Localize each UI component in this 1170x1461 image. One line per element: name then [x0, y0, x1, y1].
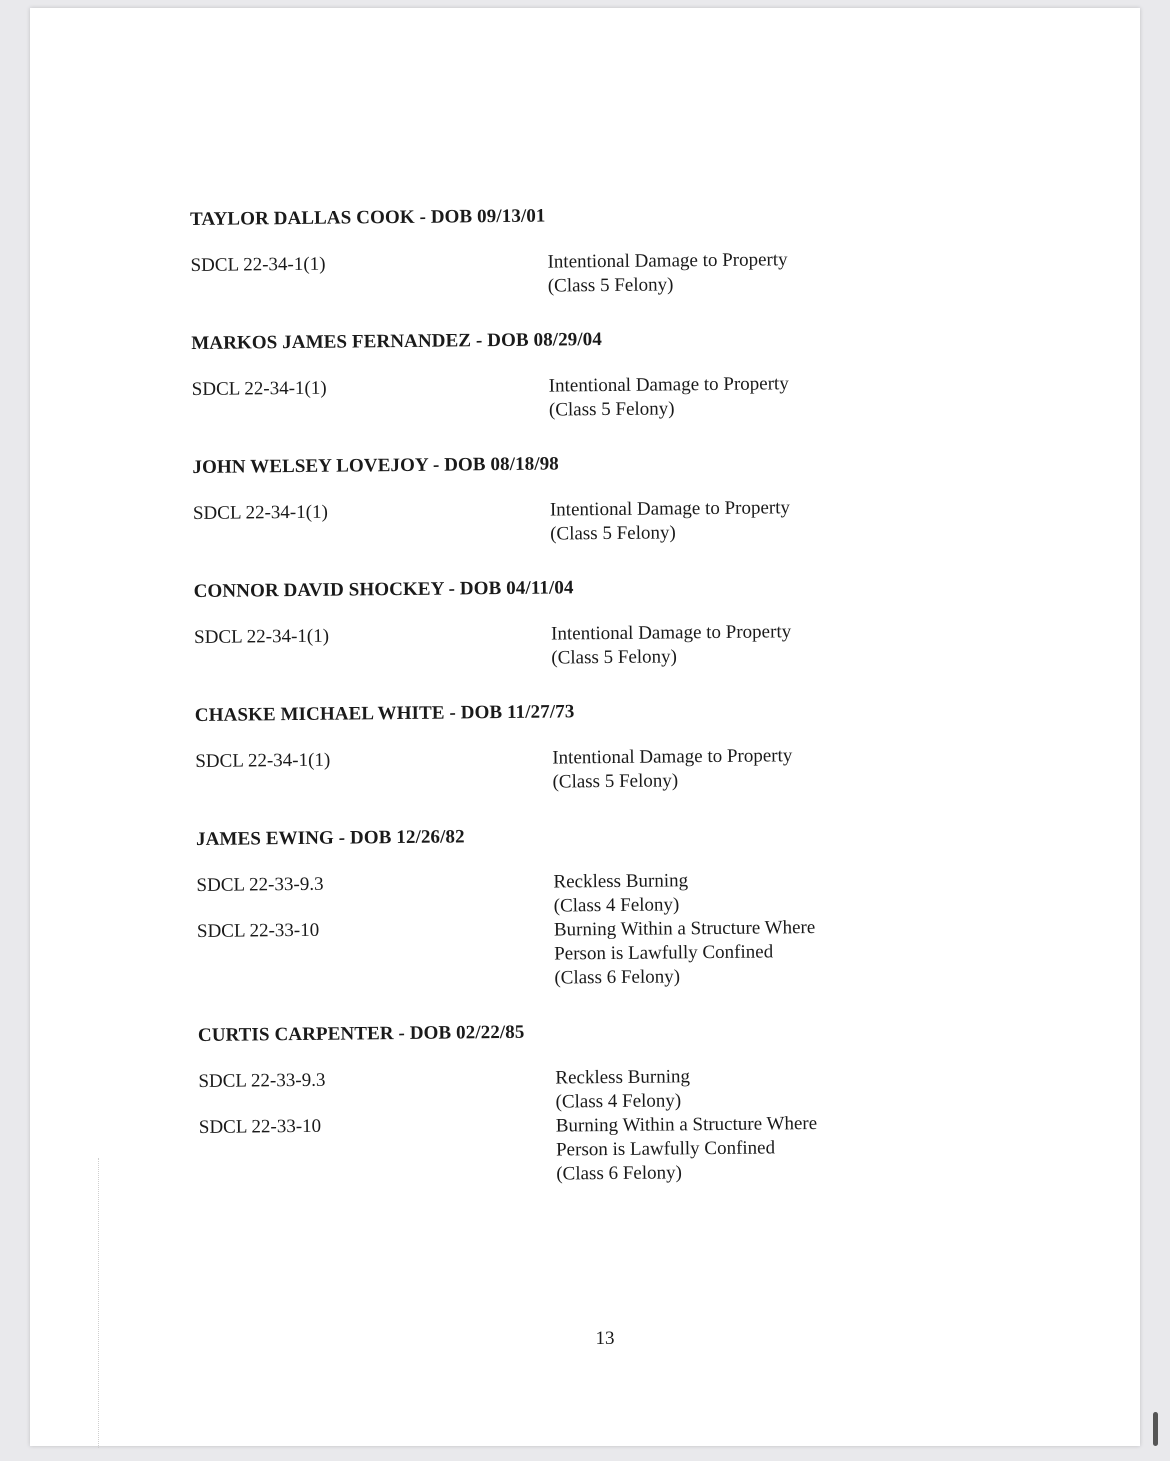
- offense: [555, 1064, 817, 1187]
- charge-row: [194, 618, 994, 674]
- offense-class: (Class 6 Felony): [556, 1162, 682, 1185]
- defendant-name: CONNOR DAVID SHOCKEY - DOB 04/11/04: [193, 577, 574, 602]
- offense-line: Intentional Damage to Property: [552, 745, 793, 769]
- statute: SDCL 22-34-1(1): [195, 749, 331, 772]
- charge-row: [192, 370, 992, 426]
- statute: SDCL 22-33-10: [198, 1115, 322, 1138]
- statute: SDCL 22-34-1(1): [191, 377, 327, 400]
- scrollbar-thumb[interactable]: [1153, 1412, 1158, 1446]
- offense-line: Person is Lawfully Confined: [554, 941, 774, 965]
- offense-line: Intentional Damage to Property: [549, 497, 791, 521]
- defendant-entry: [195, 696, 996, 798]
- defendant-list: [190, 200, 1000, 1220]
- offense-line: Burning Within a Structure Where: [553, 917, 816, 941]
- offense-class: (Class 4 Felony): [553, 894, 680, 917]
- document-page: [30, 8, 1140, 1446]
- defendant-entry: [191, 324, 992, 426]
- charge-row: [198, 1062, 999, 1190]
- defendant-entry: [194, 572, 995, 674]
- offense-class: (Class 5 Felony): [552, 770, 679, 793]
- defendant-name: JAMES EWING - DOB 12/26/82: [195, 826, 465, 850]
- defendant-name: JOHN WELSEY LOVEJOY - DOB 08/18/98: [192, 453, 559, 478]
- offense-class: (Class 6 Felony): [554, 966, 681, 989]
- charge-row: [195, 742, 995, 798]
- offense-line: Intentional Damage to Property: [547, 249, 788, 273]
- offense-class: (Class 4 Felony): [555, 1090, 682, 1113]
- statute: SDCL 22-33-10: [196, 919, 320, 942]
- statute: SDCL 22-33-9.3: [198, 1069, 326, 1092]
- page-number: 13: [595, 1328, 615, 1349]
- offense: [551, 620, 792, 670]
- defendant-name: CURTIS CARPENTER - DOB 02/22/85: [197, 1021, 525, 1046]
- offense-line: Intentional Damage to Property: [551, 621, 792, 645]
- charge-row: [196, 866, 997, 994]
- page-edge-marks: [98, 1158, 100, 1448]
- offense-class: (Class 5 Felony): [548, 398, 675, 421]
- defendant-name: TAYLOR DALLAS COOK - DOB 09/13/01: [190, 205, 546, 230]
- offense-line: Reckless Burning: [553, 870, 689, 893]
- defendant-entry: [198, 1016, 1000, 1190]
- offense: [549, 372, 790, 422]
- offense-line: Person is Lawfully Confined: [555, 1137, 776, 1161]
- offense-line: Reckless Burning: [555, 1066, 691, 1089]
- defendant-name: CHASKE MICHAEL WHITE - DOB 11/27/73: [194, 701, 575, 726]
- offense-line: Intentional Damage to Property: [548, 373, 789, 397]
- defendant-name: MARKOS JAMES FERNANDEZ - DOB 08/29/04: [191, 329, 603, 354]
- statute: SDCL 22-34-1(1): [190, 253, 326, 276]
- offense: [550, 496, 791, 546]
- offense: [553, 868, 815, 991]
- offense: [552, 744, 793, 794]
- charge-row: [190, 246, 990, 302]
- offense-line: Burning Within a Structure Where: [555, 1113, 818, 1137]
- statute: SDCL 22-34-1(1): [194, 625, 330, 648]
- offense-class: (Class 5 Felony): [551, 646, 678, 669]
- defendant-entry: [190, 200, 991, 302]
- statute: SDCL 22-34-1(1): [192, 501, 328, 524]
- offense: [547, 248, 788, 298]
- offense-class: (Class 5 Felony): [550, 522, 676, 545]
- defendant-entry: [196, 820, 998, 994]
- statute: SDCL 22-33-9.3: [196, 873, 324, 896]
- offense-class: (Class 5 Felony): [547, 274, 674, 297]
- defendant-entry: [192, 448, 993, 550]
- charge-row: [193, 494, 993, 550]
